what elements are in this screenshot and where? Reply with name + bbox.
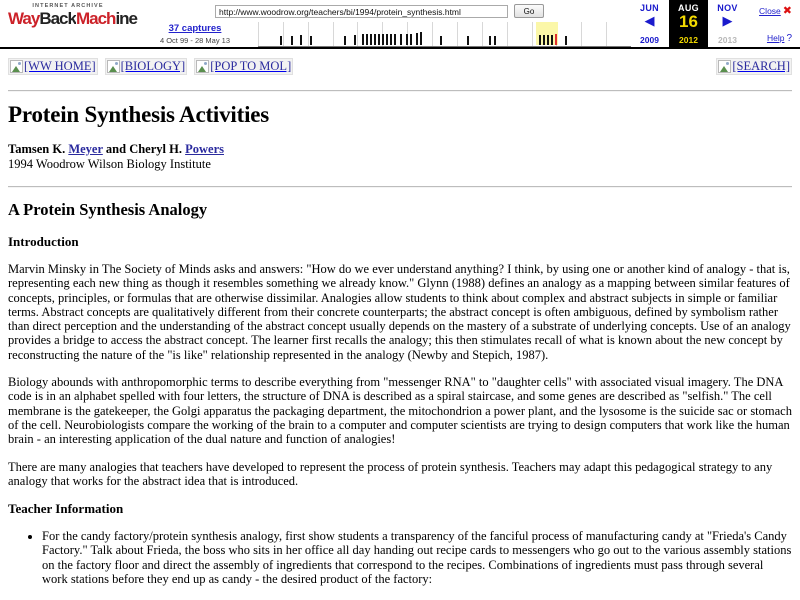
nav-label-search: [SEARCH] (732, 59, 790, 73)
nav-link-search[interactable] (716, 58, 792, 75)
nav-links-left (8, 58, 293, 75)
selected-year-label: 2012 (679, 35, 698, 45)
timeline-year-cell[interactable] (432, 22, 458, 46)
captures-count-link[interactable]: 37 captures (168, 23, 222, 34)
author-prefix: Tamsen K. (8, 142, 69, 156)
nav-link-ww-home[interactable] (8, 58, 98, 75)
timeline-capture-tick[interactable] (366, 34, 368, 45)
timeline-capture-tick[interactable] (390, 34, 392, 45)
timeline-capture-tick[interactable] (467, 36, 469, 45)
broken-image-icon (196, 60, 209, 73)
nav-links-right (716, 58, 792, 77)
logo-way: Way (8, 9, 40, 28)
timeline-capture-tick[interactable] (565, 36, 567, 45)
timeline-capture-tick[interactable] (416, 33, 418, 45)
nav-label-ww-home: [WW HOME] (24, 59, 96, 73)
timeline-capture-tick[interactable] (386, 34, 388, 45)
teacher-information-heading: Teacher Information (8, 501, 124, 517)
timeline-capture-tick[interactable] (539, 35, 541, 45)
timeline-capture-tick[interactable] (494, 36, 496, 45)
help-icon[interactable]: ? (786, 33, 792, 44)
timeline-capture-tick[interactable] (555, 34, 557, 45)
wayback-toolbar (0, 0, 800, 49)
date-navigator (630, 0, 747, 47)
url-input[interactable]: http://www.woodrow.org/teachers/bi/1994/protein_synthesis.html (215, 5, 508, 18)
next-year-label: 2013 (718, 35, 737, 45)
timeline-capture-tick[interactable] (551, 35, 553, 45)
timeline-capture-tick[interactable] (354, 35, 356, 45)
broken-image-icon (107, 60, 120, 73)
url-bar (215, 4, 544, 18)
logo-back: Back (39, 9, 76, 28)
paragraph-2: Biology abounds with anthropomorphic terms to describe everything from "messenger RNA" to "daughter cells" with associated visual imagery. The DNA code is in an alphabet spelled with four letters, the structure of DNA is described as a spiral staircase, and some genes are described as "selfish." The cell membrane is the gatekeeper, the Golgi apparatus the packaging department, the mitochondrion a power plant, and the lysosome is the suicide sac or stomach of the cell. Neurobiologists compare the working of the brain to a computer and computer scientists are trying to design computers that work like the human brain - an interesting application of the dual nature and function of analogies! (8, 375, 792, 447)
wayback-logo[interactable] (8, 3, 137, 28)
nav-link-pop-to-mol[interactable] (194, 58, 293, 75)
timeline-capture-tick[interactable] (344, 36, 346, 45)
divider-middle (8, 186, 792, 188)
captures-block (140, 20, 250, 45)
selected-month-label: AUG (678, 3, 699, 13)
timeline-capture-tick[interactable] (547, 35, 549, 45)
page-title: Protein Synthesis Activities (8, 102, 270, 127)
timeline-capture-tick[interactable] (362, 34, 364, 45)
timeline-capture-tick[interactable] (420, 32, 422, 45)
nav-link-biology[interactable] (105, 58, 188, 75)
timeline-year-cell[interactable] (283, 22, 309, 46)
timeline-capture-tick[interactable] (382, 34, 384, 45)
intro-heading: Introduction (8, 234, 79, 249)
institute-line: 1994 Woodrow Wilson Biology Institute (8, 157, 211, 171)
wayback-machine-wordmark (8, 9, 137, 28)
next-month-label: NOV (717, 3, 738, 13)
timeline-capture-tick[interactable] (370, 34, 372, 45)
timeline-year-cell[interactable] (581, 22, 607, 46)
selected-day-label: 16 (679, 12, 698, 31)
divider-top (8, 90, 792, 92)
close-toolbar[interactable] (759, 4, 792, 17)
section-heading: A Protein Synthesis Analogy (8, 200, 208, 219)
nav-label-biology: [BIOLOGY] (120, 59, 186, 73)
nav-label-pop-to-mol: [POP TO MOL] (210, 59, 292, 73)
prev-year-label: 2009 (640, 35, 659, 45)
timeline-capture-tick[interactable] (300, 35, 302, 45)
timeline-capture-tick[interactable] (374, 34, 376, 45)
timeline-capture-tick[interactable] (543, 35, 545, 45)
go-button[interactable]: Go (514, 4, 544, 18)
navigation-bar (8, 58, 792, 84)
prev-capture-column[interactable] (630, 0, 669, 47)
page-content (0, 58, 800, 586)
prev-arrow-icon[interactable]: ◀ (644, 13, 655, 28)
author-separator: and Cheryl H. (102, 142, 186, 156)
broken-image-icon (718, 60, 731, 73)
help-link[interactable]: Help (766, 33, 785, 43)
timeline-year-cell[interactable] (606, 22, 632, 46)
paragraph-3: There are many analogies that teachers have developed to represent the process of protein synthesis. Teachers may adapt this pedagogical strategy to any analogy that works for the abstract idea that is introduced. (8, 459, 773, 488)
author-link-meyer[interactable]: Meyer (68, 142, 103, 156)
broken-image-icon (10, 60, 23, 73)
timeline-capture-tick[interactable] (378, 34, 380, 45)
selected-capture-column (669, 0, 708, 47)
timeline-capture-tick[interactable] (280, 36, 282, 45)
toolbar-actions (734, 0, 794, 47)
help-toolbar[interactable] (767, 33, 792, 44)
timeline-capture-tick[interactable] (400, 34, 402, 45)
paragraph-1: Marvin Minsky in The Society of Minds asks and answers: "How do we ever understand anything? I think, by using one or another kind of analogy - that is, representing each new thing as though it resembles something we already know." Glynn (1988) defines an analogy as a mapping between similar features of concepts, principles, or formulas that are otherwise dissimilar. Analogies allow students to think about complex and abstract subjects in simple or familiar terms. Abstract concepts are qualitatively different from their concrete counterparts; the abstract concept is often ambiguous, defined by symbolism rather than direct perception and the understanding of the abstract concept usually depends on the mastery of a substrate of underlying concepts. Use of an analogy provides a bridge to access the abstract concept. The learner first recalls the analogy; this then stimulates recall of what is known about the new concept by reconstructing the nature of the "is like" relationship represented in the analogy (Newby and Stepich, 1987). (8, 262, 791, 362)
author-link-powers[interactable]: Powers (185, 142, 224, 156)
logo-mach: Mach (75, 9, 116, 28)
close-link[interactable]: Close (759, 6, 781, 16)
teacher-information-list (8, 529, 792, 586)
byline (8, 142, 792, 157)
logo-ine: ine (115, 9, 137, 28)
timeline-capture-tick[interactable] (406, 34, 408, 45)
timeline-capture-tick[interactable] (489, 36, 491, 45)
timeline-capture-tick[interactable] (291, 36, 293, 45)
capture-timeline[interactable] (258, 22, 631, 47)
timeline-capture-tick[interactable] (410, 34, 412, 45)
capture-date-range: 4 Oct 99 - 28 May 13 (159, 36, 231, 45)
timeline-capture-tick[interactable] (394, 34, 396, 45)
next-arrow-icon[interactable]: ▶ (722, 13, 733, 28)
timeline-capture-tick[interactable] (310, 36, 312, 45)
close-icon[interactable]: ✖ (782, 5, 792, 17)
timeline-year-cell[interactable] (507, 22, 533, 46)
prev-month-label: JUN (640, 3, 659, 13)
internet-archive-label: INTERNET ARCHIVE (32, 3, 104, 9)
timeline-year-cell[interactable] (556, 22, 582, 46)
list-item: • For the candy factory/protein synthesis analogy, first show students a transparency of the fanciful process of manufacturing candy at "Frieda's Candy Factory." Talk about Frieda, the boss who sits in her office all day handing out recipe cards to messengers who go out to the various assembly stations on the factory floor and direct the assembly of ingredients that correspond to the recipes. Combinations of ingredients must pass through several work stations before they end up as candy - the desired product of the factory: (42, 529, 792, 586)
timeline-year-cell[interactable] (457, 22, 483, 46)
timeline-capture-tick[interactable] (440, 36, 442, 45)
